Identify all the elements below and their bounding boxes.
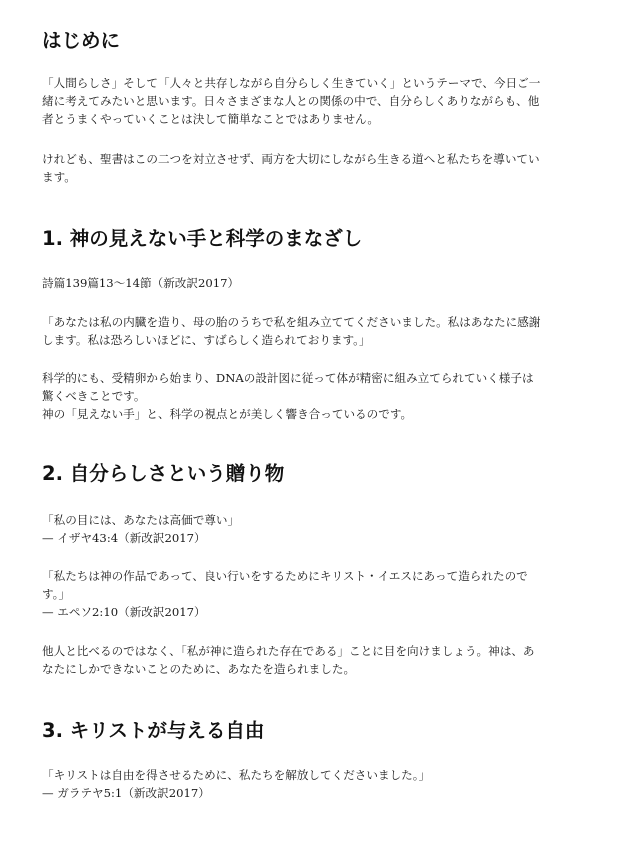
section-2-body xyxy=(42,642,582,678)
section-1-body xyxy=(42,369,582,423)
text-line: 「あなたは私の内臓を造り、母の胎のうちで私を組み立ててくださいました。私はあなたに感謝 xyxy=(42,315,541,329)
section-2-heading: 2. 自分らしさという贈り物 xyxy=(42,462,285,485)
text-line: 神の「見えない手」と、科学の視点とが美しく響き合っているのです。 xyxy=(42,407,413,421)
section-3-quote xyxy=(42,766,582,802)
intro-heading: はじめに xyxy=(42,29,121,52)
text-line: 「私の目には、あなたは高価で尊い」 xyxy=(42,513,240,527)
intro-paragraph-2 xyxy=(42,150,582,186)
section-1-scripture-reference xyxy=(42,274,582,292)
intro-paragraph-1 xyxy=(42,74,582,128)
text-line: 驚くべきことです。 xyxy=(42,389,146,403)
section-1-heading: 1. 神の見えない手と科学のまなざし xyxy=(42,227,363,250)
text-line: 「キリストは自由を得させるために、私たちを解放してくださいました。」 xyxy=(42,768,431,782)
text-line: — イザヤ43:4（新改訳2017） xyxy=(42,531,206,545)
text-line: けれども、聖書はこの二つを対立させず、両方を大切にしながら生きる道へと私たちを導いてい xyxy=(42,152,540,166)
section-1-quote xyxy=(42,313,582,349)
text-line: 者とうまくやっていくことは決して簡単なことではありません。 xyxy=(42,112,379,126)
section-3-heading: 3. キリストが与える自由 xyxy=(42,719,265,742)
text-line: — エペソ2:10（新改訳2017） xyxy=(42,605,206,619)
text-line: 詩篇139篇13〜14節（新改訳2017） xyxy=(42,276,240,290)
text-line: 「人間らしさ」そして「人々と共存しながら自分らしく生きていく」というテーマで、今日ご一 xyxy=(42,76,541,90)
text-line: — ガラテヤ5:1（新改訳2017） xyxy=(42,786,210,800)
text-line: 他人と比べるのではなく、「私が神に造られた存在である」ことに目を向けましょう。神は、あ xyxy=(42,644,535,658)
text-line: す。」 xyxy=(42,587,71,601)
text-line: ます。 xyxy=(42,170,76,184)
text-line: 「私たちは神の作品であって、良い行いをするためにキリスト・イエスにあって造られたので xyxy=(42,569,528,583)
text-line: します。私は恐ろしいほどに、すばらしく造られております。」 xyxy=(42,333,371,347)
section-2-quote-1 xyxy=(42,511,582,547)
text-line: 科学的にも、受精卵から始まり、DNAの設計図に従って体が精密に組み立てられていく様子は xyxy=(42,371,534,385)
text-line: なたにしかできないことのために、あなたを造られました。 xyxy=(42,662,356,676)
text-line: 緒に考えてみたいと思います。日々さまざまな人との関係の中で、自分らしくありながらも、他 xyxy=(42,94,540,108)
section-2-quote-2 xyxy=(42,567,582,621)
